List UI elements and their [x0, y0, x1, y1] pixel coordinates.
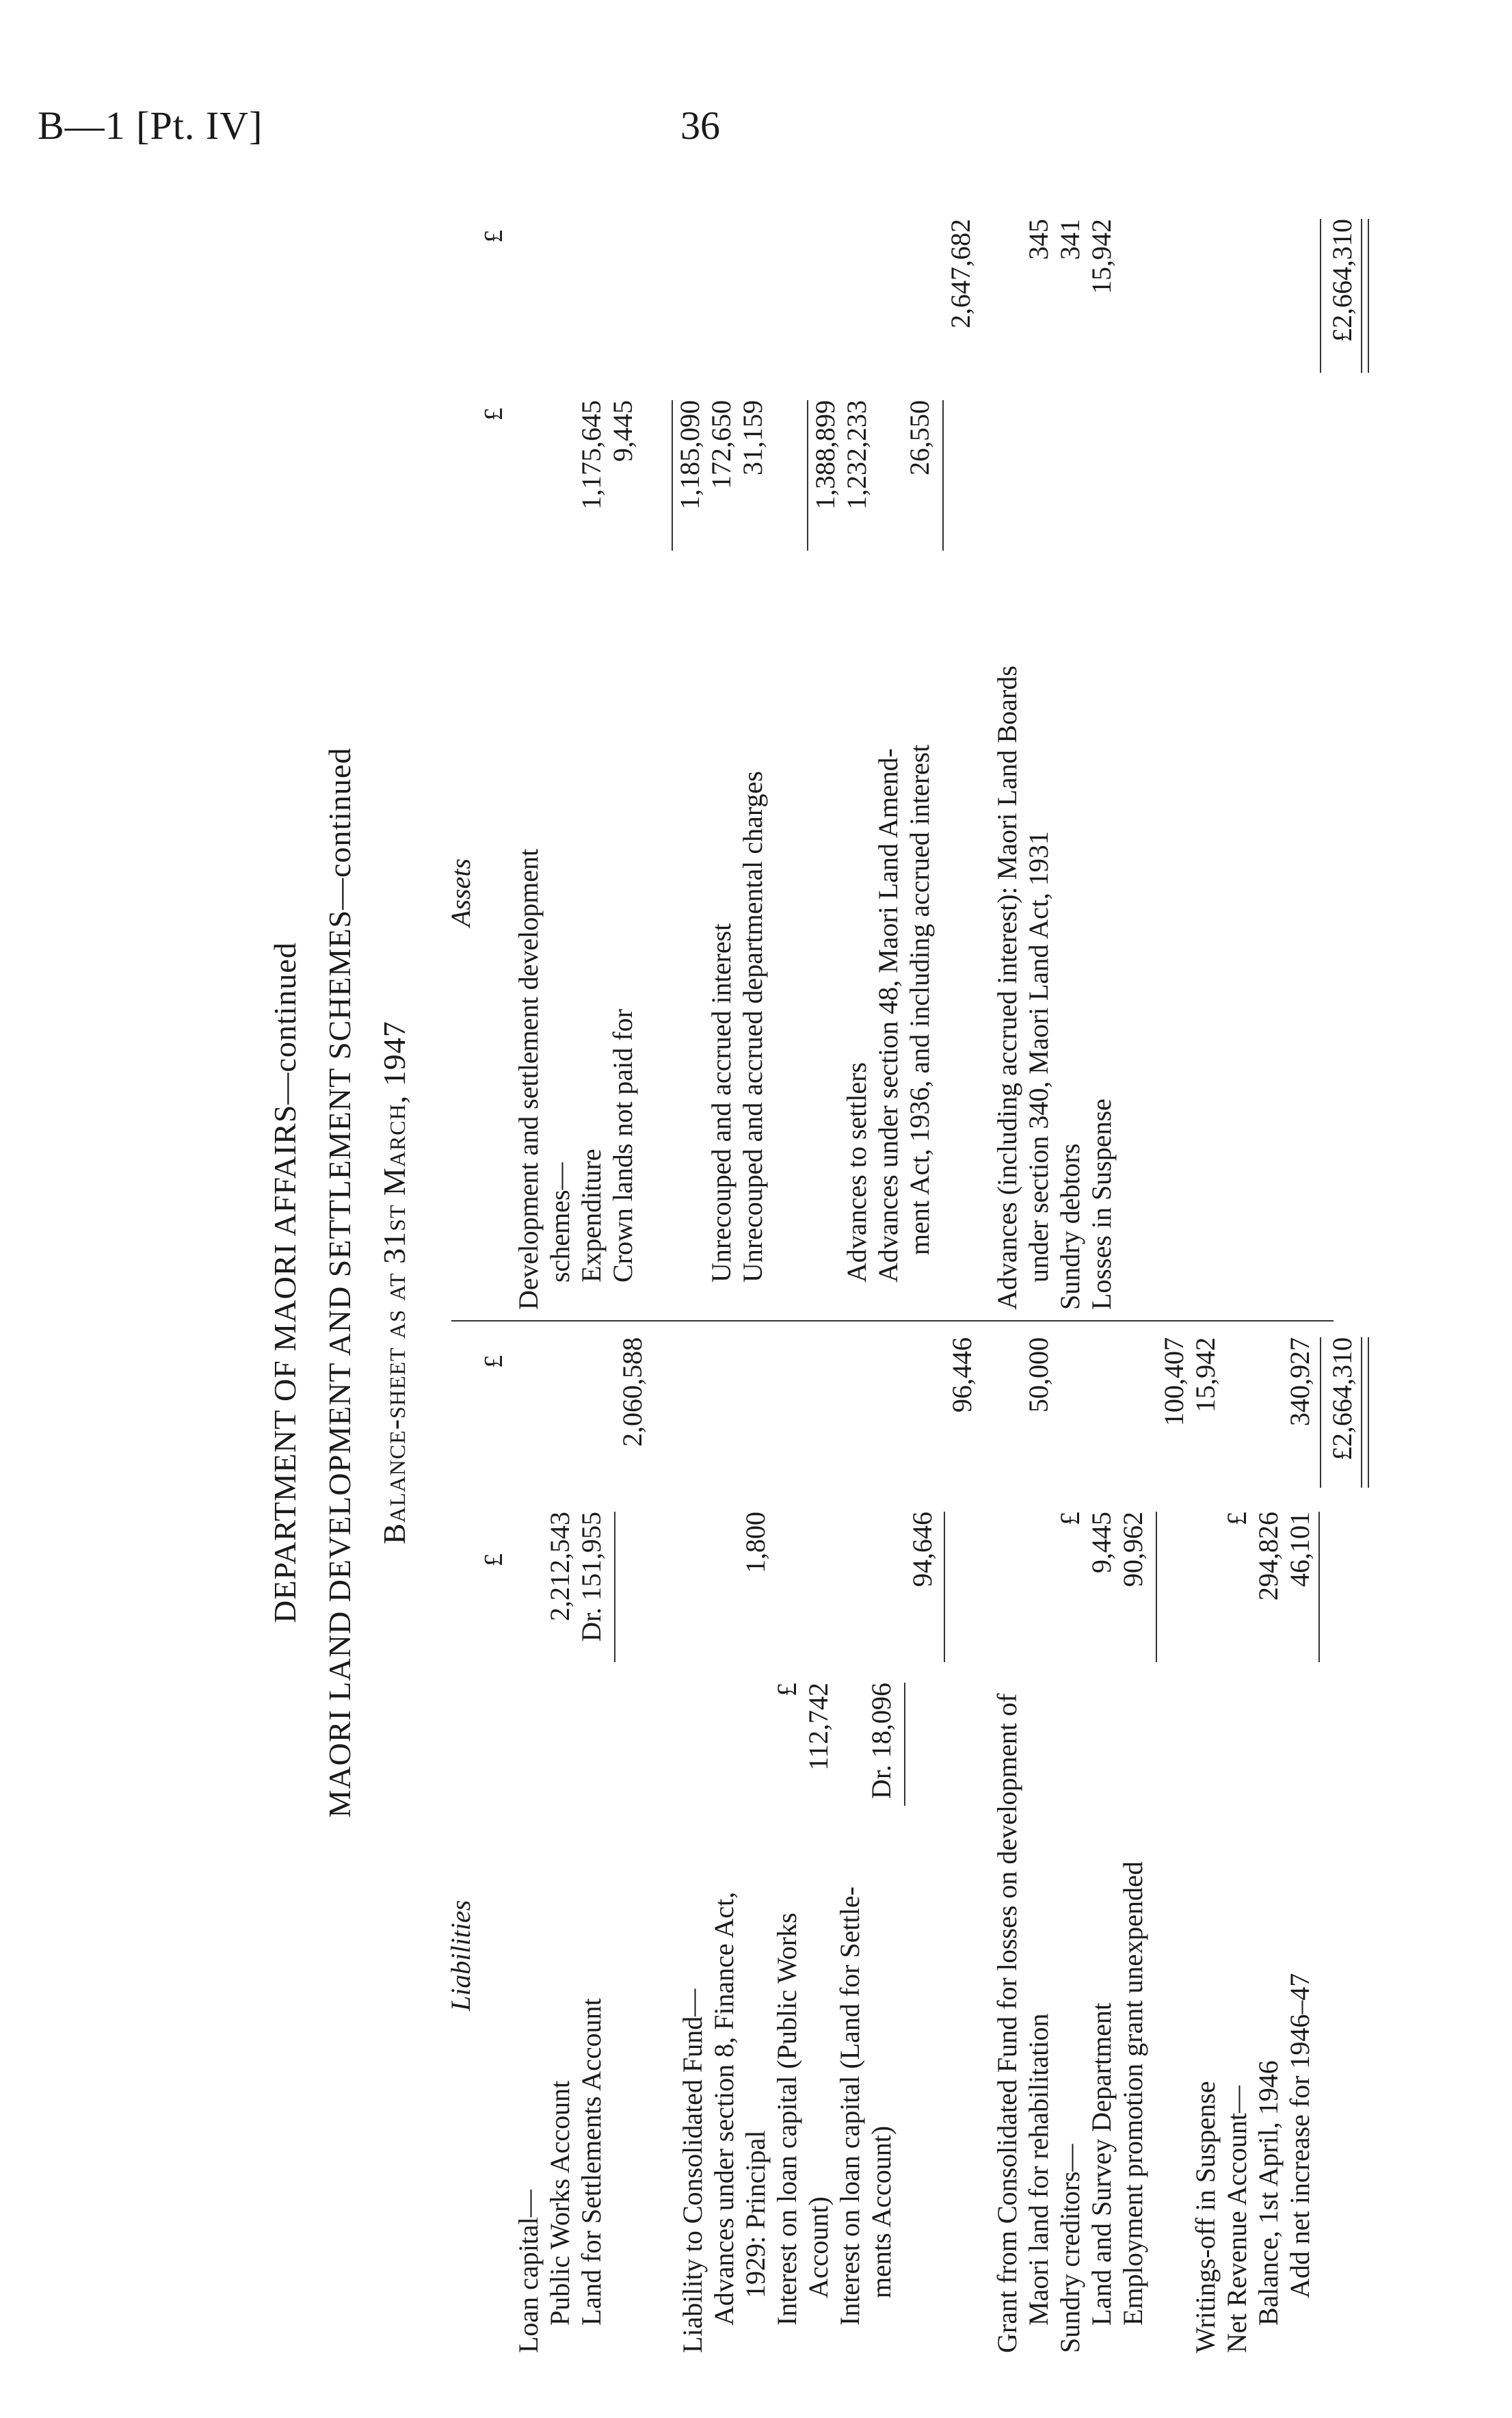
subtotal-rule: [1156, 1512, 1157, 1662]
subtotal-rule: [614, 1512, 615, 1662]
table-row: [607, 212, 639, 1310]
table-row: [1055, 212, 1086, 1310]
pound-sign: £: [479, 1553, 508, 1566]
table-row: [1023, 212, 1055, 1310]
row-label: 1929: Principal: [740, 2130, 771, 2298]
table-row: [544, 212, 576, 1310]
table-row: [708, 1330, 740, 2353]
row-label: Balance, 1st April, 1946: [1253, 2060, 1284, 2326]
row-label: Interest on loan capital (Land for Settle-: [834, 1887, 865, 2326]
grand-total-cell: £2,664,310: [1327, 1337, 1357, 1460]
column-divider: [451, 1320, 1334, 1322]
table-row: [617, 1330, 648, 2353]
row-label: ment Act, 1936, and including accrued interest: [904, 744, 935, 1255]
pound-sign: £: [1055, 1512, 1085, 1525]
row-label: Employment promotion grant unexpended: [1117, 1861, 1148, 2326]
table-row: [1284, 1330, 1316, 2353]
subtotal-rule: [904, 1683, 905, 1806]
amount-cell: 1,800: [740, 1512, 771, 1573]
row-label: Account): [803, 2196, 834, 2298]
subtotal-rule: [1318, 1512, 1320, 1662]
table-row: [866, 1330, 897, 2353]
table-row: [803, 1330, 834, 2353]
total-cell: 345: [1023, 219, 1054, 260]
total-cell: 341: [1055, 219, 1085, 260]
table-row: [513, 212, 544, 1310]
table-row: [834, 1330, 866, 2353]
table-row: [576, 212, 607, 1310]
amount-cell: 294,826: [1253, 1512, 1284, 1601]
row-label: Public Works Account: [544, 2080, 575, 2326]
pound-sign: £: [479, 408, 508, 421]
table-row: [1023, 1330, 1055, 2353]
grand-total-rule: [1361, 1337, 1369, 1488]
subtotal-rule: [807, 400, 808, 551]
pound-sign: £: [771, 1683, 802, 1696]
row-label: Writings-off in Suspense: [1190, 2081, 1221, 2353]
table-row: [1086, 1330, 1117, 2353]
table-row: [945, 212, 977, 1310]
table-row: [1221, 1330, 1253, 2353]
row-label: Sundry debtors: [1055, 1143, 1085, 1310]
grand-total-rule: [1361, 219, 1369, 373]
subtotal-rule: [944, 1512, 945, 1662]
pound-sign: £: [1221, 1512, 1252, 1525]
amount-cell: 112,742: [803, 1683, 834, 1771]
amount-cell: 9,445: [1086, 1512, 1117, 1573]
page-header: [0, 103, 1512, 164]
row-label: Sundry creditors—: [1055, 2144, 1085, 2353]
total-cell: 15,942: [1190, 1337, 1221, 1412]
table-row: [740, 1330, 771, 2353]
amount-cell: 1,185,090: [674, 400, 705, 510]
table-row: [873, 212, 904, 1310]
amount-cell: 31,159: [737, 400, 768, 475]
table-row: [1055, 1330, 1086, 2353]
table-row: [1117, 1330, 1149, 2353]
row-label: Crown lands not paid for: [607, 1009, 638, 1283]
row-label: Interest on loan capital (Public Works: [771, 1913, 802, 2326]
table-row: [1327, 1330, 1358, 2353]
row-label: Expenditure: [576, 1148, 607, 1283]
total-cell: 2,060,588: [617, 1337, 648, 1447]
total-rule: [1320, 219, 1321, 373]
total-cell: 340,927: [1284, 1337, 1315, 1426]
row-label: Advances under section 8, Finance Act,: [708, 1891, 739, 2326]
row-label: schemes—: [544, 1162, 575, 1283]
subtotal-rule: [942, 400, 944, 551]
total-cell: 96,446: [946, 1337, 977, 1412]
assets-section: [445, 212, 1357, 1310]
amount-cell: 9,445: [607, 400, 638, 462]
amount-cell: 1,388,899: [810, 400, 840, 510]
row-label: Loan capital—: [513, 2190, 544, 2353]
table-row: [1086, 212, 1117, 1310]
amount-cell: Dr. 151,955: [576, 1512, 607, 1642]
pound-sign: £: [479, 1355, 508, 1368]
row-label: ments Account): [866, 2125, 897, 2298]
liabilities-section: [445, 1330, 1357, 2353]
table-row: [544, 1330, 576, 2353]
total-cell: 15,942: [1086, 219, 1117, 294]
row-label: Grant from Consolidated Fund for losses on development of: [992, 1693, 1022, 2353]
row-label: Advances to settlers: [841, 1062, 872, 1283]
amount-cell: 1,232,233: [841, 400, 872, 510]
total-cell: 100,407: [1158, 1337, 1189, 1426]
row-label: Add net increase for 1946–47: [1284, 1973, 1315, 2298]
assets-heading: Assets: [445, 858, 476, 927]
row-label: Maori land for rehabilitation: [1023, 2013, 1054, 2326]
table-row: [810, 212, 841, 1310]
row-label: Unrecouped and accrued interest: [706, 923, 737, 1283]
row-label: Land for Settlements Account: [576, 1998, 607, 2326]
row-label: Land and Survey Department: [1086, 2002, 1117, 2326]
row-label: Liability to Consolidated Fund—: [677, 1988, 708, 2353]
row-label: under section 340, Maori Land Act, 1931: [1023, 831, 1054, 1283]
total-cell: 2,647,682: [945, 219, 976, 328]
amount-cell: 90,962: [1117, 1512, 1148, 1587]
table-row: [946, 1330, 978, 2353]
amount-cell: 172,650: [706, 400, 737, 489]
total-cell: 50,000: [1023, 1337, 1054, 1412]
row-label: Advances under section 48, Maori Land Amend-: [873, 748, 903, 1283]
pound-sign: £: [479, 230, 508, 243]
grand-total-cell: £2,664,310: [1327, 219, 1357, 342]
table-row: [706, 212, 737, 1310]
page-number: 36: [680, 103, 720, 148]
amount-cell: 2,212,543: [544, 1512, 575, 1621]
amount-cell: 46,101: [1284, 1512, 1315, 1587]
table-row: [674, 212, 706, 1310]
table-row: [992, 1330, 1023, 2353]
table-row: [841, 212, 873, 1310]
row-label: Unrecouped and accrued departmental charges: [737, 771, 768, 1283]
table-row: [907, 1330, 938, 2353]
scheme-title: MAORI LAND DEVELOPMENT AND SETTLEMENT SCHEMES—continued: [322, 747, 357, 1818]
amount-cell: 94,646: [907, 1512, 938, 1587]
table-row: [677, 1330, 708, 2353]
row-label: Net Revenue Account—: [1221, 2086, 1252, 2353]
amount-cell: 1,175,645: [576, 400, 607, 510]
table-row: [904, 212, 936, 1310]
row-label: Development and settlement development: [513, 848, 544, 1310]
table-row: [1253, 1330, 1284, 2353]
balance-sheet-title: Balance-sheet as at 31st March, 1947: [377, 1021, 412, 1545]
amount-cell: 26,550: [904, 400, 935, 475]
amount-cell: Dr. 18,096: [866, 1683, 897, 1799]
table-row: [737, 212, 769, 1310]
liabilities-heading: Liabilities: [445, 1900, 476, 2011]
table-row: [1190, 1330, 1221, 2353]
series-code: B—1 [Pt. IV]: [38, 103, 263, 148]
row-label: Advances (including accrued interest): Maori Land Boards: [992, 666, 1022, 1310]
table-row: [992, 212, 1023, 1310]
row-label: Losses in Suspense: [1086, 1099, 1117, 1310]
subtotal-rule: [672, 400, 673, 551]
table-row: [771, 1330, 803, 2353]
table-row: [1327, 212, 1358, 1310]
table-row: [1158, 1330, 1190, 2353]
table-row: [513, 1330, 544, 2353]
total-rule: [1320, 1337, 1321, 1488]
table-row: [576, 1330, 607, 2353]
department-title: DEPARTMENT OF MAORI AFFAIRS—continued: [267, 942, 302, 1623]
balance-sheet-rotated: [260, 212, 1357, 2353]
